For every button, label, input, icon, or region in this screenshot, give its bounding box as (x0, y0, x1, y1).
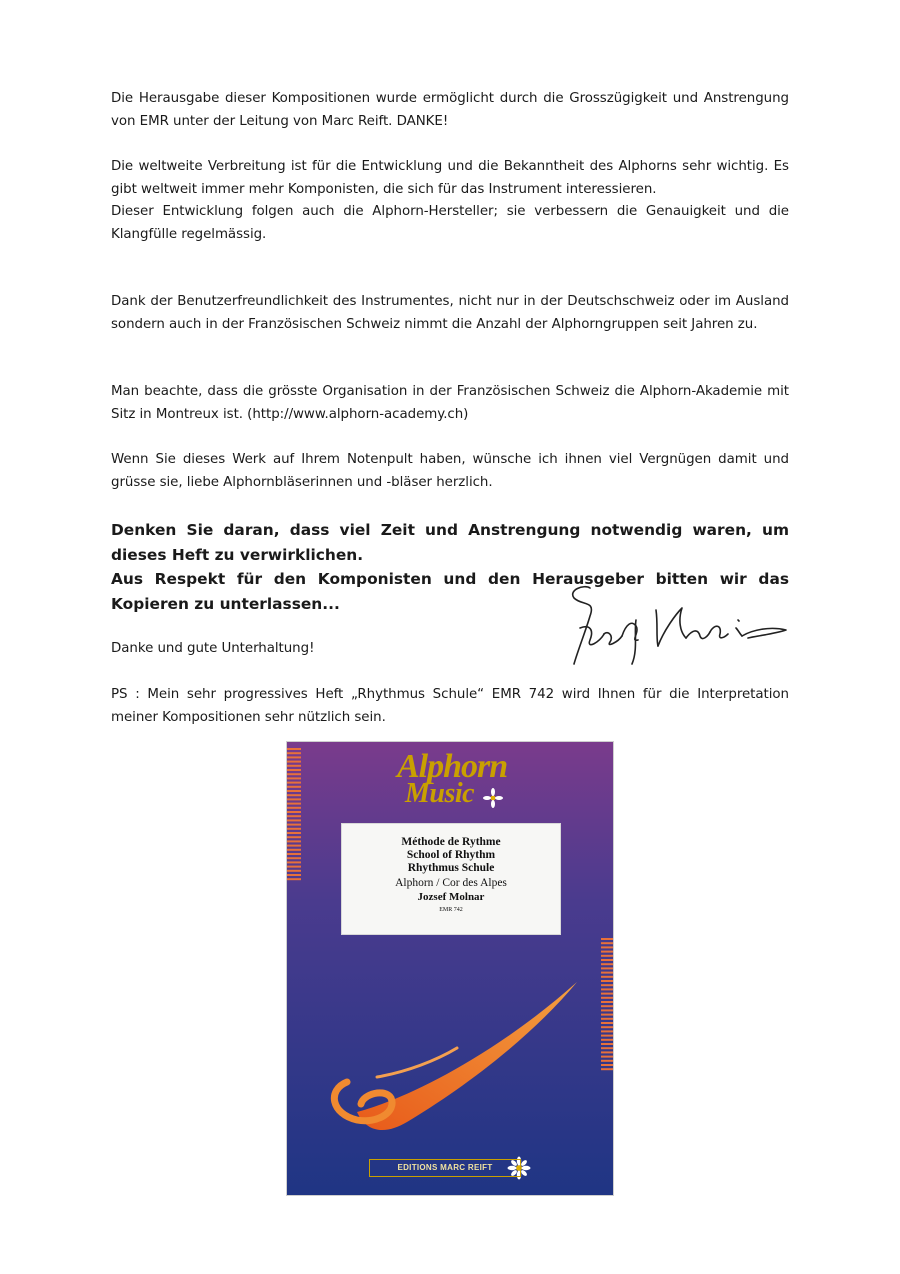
cover-stripe (601, 951, 614, 953)
cover-stripe (601, 942, 614, 944)
cover-instrument: Alphorn / Cor des Alpes (395, 877, 507, 889)
cover-stripe (601, 1009, 614, 1011)
cover-stripe (601, 955, 614, 957)
cover-stripe (601, 1039, 614, 1041)
paragraph-5 (111, 449, 789, 494)
cover-stripe (287, 769, 301, 771)
cover-stripe (287, 840, 301, 842)
cover-title-de: Rhythmus Schule (407, 862, 495, 874)
cover-stripe (601, 1030, 614, 1032)
cover-stripe (601, 993, 614, 995)
cover-stripe (287, 824, 301, 826)
cover-stripe (287, 798, 301, 800)
cover-stripe (601, 1014, 614, 1016)
paragraph-text: Wenn Sie dieses Werk auf Ihrem Notenpult haben, wünsche ich ihnen viel Vergnügen damit und grüsse sie, liebe Alphornbläserinnen und -bläser herzlich. (111, 452, 789, 490)
cover-stripe (287, 853, 301, 855)
cover-stripe (601, 1043, 614, 1045)
cover-artwork (287, 742, 614, 1196)
cover-stripe (601, 1026, 614, 1028)
postscript-text: PS : Mein sehr progressives Heft „Rhythmus Schule“ EMR 742 wird Ihnen für die Interpretation meiner Kompositionen sehr nützlich sein. (111, 687, 789, 725)
cover-stripe (287, 866, 301, 868)
cover-stripe (287, 752, 301, 754)
cover-stripe (601, 1018, 614, 1020)
cover-stripe (601, 976, 614, 978)
cover-title-en: School of Rhythm (406, 849, 496, 861)
cover-stripe (287, 786, 301, 788)
paragraph-text: Dank der Benutzerfreundlichkeit des Instrumentes, nicht nur in der Deutschschweiz oder im Ausland sondern auch in der Französischen Schweiz nimmt die Anzahl der Alphorngruppen seit Jahren zu. (111, 294, 789, 332)
cover-stripe (601, 1068, 614, 1070)
cover-stripe (287, 870, 301, 872)
closing-text: Danke und gute Unterhaltung! (111, 641, 315, 656)
cover-stripe (287, 832, 301, 834)
cover-stripe (287, 874, 301, 876)
cover-stripe (601, 963, 614, 965)
paragraph-3 (111, 291, 789, 336)
cover-stripe (287, 756, 301, 758)
cover-stripe (601, 980, 614, 982)
cover-stripe (287, 828, 301, 830)
cover-stripe (601, 1022, 614, 1024)
cover-stripe (287, 782, 301, 784)
cover-stripe (601, 1056, 614, 1058)
paragraph-1 (111, 88, 789, 133)
cover-stripe (601, 997, 614, 999)
cover-stripe (601, 946, 614, 948)
paragraph-4 (111, 381, 789, 426)
cover-stripe (601, 1060, 614, 1062)
cover-stripe (287, 836, 301, 838)
postscript (111, 684, 789, 729)
cover-stripe (601, 988, 614, 990)
cover-stripe (601, 1047, 614, 1049)
cover-stripe (601, 1035, 614, 1037)
cover-stripe (287, 761, 301, 763)
cover-stripe (287, 815, 301, 817)
cover-stripe (601, 1005, 614, 1007)
cover-title-label (342, 824, 560, 934)
book-cover-image (286, 741, 614, 1196)
cover-stripe (287, 857, 301, 859)
copy-notice-line: Denken Sie daran, dass viel Zeit und Anstrengung notwendig waren, um dieses Heft zu verwirklichen. (111, 521, 789, 564)
cover-stripe (287, 794, 301, 796)
paragraph-text: Die weltweite Verbreitung ist für die Entwicklung und die Bekanntheit des Alphorns sehr wichtig. Es gibt weltweit immer mehr Komponisten, die sich für das Instrument interessieren. (111, 159, 789, 197)
cover-code: EMR 742 (439, 907, 463, 913)
handwritten-signature (560, 580, 800, 670)
cover-stripe (601, 1064, 614, 1066)
cover-stripe (287, 807, 301, 809)
paragraph-text: Die Herausgabe dieser Kompositionen wurde ermöglicht durch die Grosszügigkeit und Anstrengung von EMR unter der Leitung von Marc Reift. DANKE! (111, 91, 789, 129)
brand-music: Music (405, 778, 475, 809)
cover-stripe (287, 861, 301, 863)
cover-stripe (287, 777, 301, 779)
cover-stripe (601, 984, 614, 986)
copy-notice-line: Aus Respekt für den Komponisten und den Herausgeber bitten wir das Kopieren zu unterlassen... (111, 570, 789, 613)
cover-stripe (601, 967, 614, 969)
cover-stripe (601, 1051, 614, 1053)
cover-author: Jozsef Molnar (417, 891, 485, 903)
brand-alphorn: Alphorn (397, 748, 508, 785)
cover-stripe (287, 878, 301, 880)
paragraph-text: Dieser Entwicklung folgen auch die Alphorn-Hersteller; sie verbessern die Genauigkeit und die Klangfülle regelmässig. (111, 204, 789, 242)
paragraph-2 (111, 156, 789, 246)
cover-stripe (287, 811, 301, 813)
cover-stripe (287, 849, 301, 851)
cover-stripe (601, 972, 614, 974)
cover-stripe (287, 748, 301, 750)
cover-stripe (287, 790, 301, 792)
publisher-logo: EDITIONS MARC REIFT (369, 1159, 521, 1177)
cover-stripe (287, 845, 301, 847)
paragraph-text: Man beachte, dass die grösste Organisation in der Französischen Schweiz die Alphorn-Akademie mit Sitz in Montreux ist. (http://www.alphorn-academy.ch) (111, 384, 789, 422)
cover-stripe (287, 819, 301, 821)
cover-stripe (601, 938, 614, 940)
cover-stripe (287, 803, 301, 805)
cover-title-fr: Méthode de Rythme (401, 836, 501, 848)
signature-image (560, 580, 800, 670)
cover-stripe (287, 773, 301, 775)
cover-stripe (601, 1001, 614, 1003)
cover-stripe (601, 959, 614, 961)
cover-stripe (287, 765, 301, 767)
